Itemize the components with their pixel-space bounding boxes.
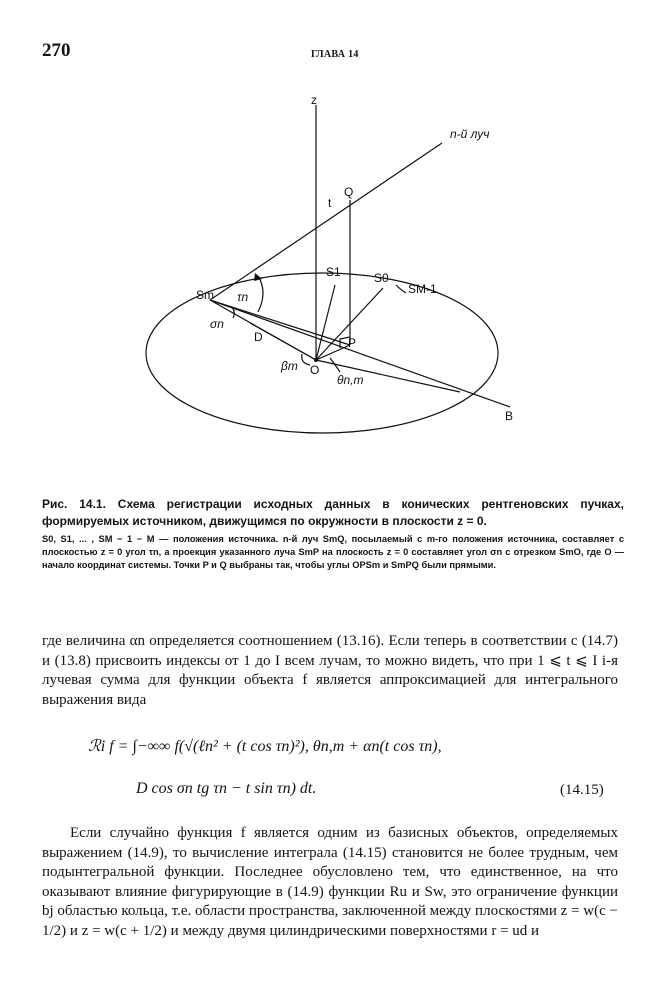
equation-line-2: D cos σn tg τn − t sin τn) dt.	[136, 780, 317, 797]
origin-point	[314, 358, 318, 362]
beta-label: βm	[281, 359, 298, 373]
sm-label: Sm	[196, 288, 214, 302]
tau-label: τn	[237, 290, 249, 304]
caption-title: Рис. 14.1. Схема регистрации исходных данных в конических рентгеновских пучках, формируемых источником, движущимся по окружности в плоскости z = 0.	[42, 497, 624, 528]
page-number: 270	[42, 40, 71, 61]
paragraph-2: Если случайно функция f является одним из базисных объектов, определяемых выражением (14.9), то вычисление интеграла (14.15) становится не более трудным, чем подынтегральной функции. Последнее обусловлено тем, что единственное, на что оказывают влияние фигурирующие в (14.9) функции Ru и Sw, это ограничение функции bj областью кольца, т.е. области пространства, заключенной между плоскостями z = w(c − 1/2) и z = w(c + 1/2) и между двумя цилиндрическими поверхностями r = ud и	[42, 825, 618, 939]
tau-angle-arc	[258, 276, 263, 312]
equation-number: (14.15)	[560, 782, 604, 798]
sm1-label: SM-1	[408, 282, 437, 296]
paragraph-1: где величина αn определяется соотношением (13.16). Если теперь в соответствии с (14.7) и (13.8) присвоить индексы от 1 до I всем лучам, то можно видеть, что при 1 ⩽ t ⩽ I i-я лучевая сумма для функции объекта f является аппроксимацией для интегрального выражения вида	[42, 633, 618, 708]
q-label: Q	[344, 185, 354, 199]
s0-tick-arc	[396, 285, 406, 293]
ray-label: n-й луч	[450, 127, 490, 141]
o-s1-line	[316, 285, 335, 360]
p-label: P	[348, 336, 357, 350]
b-label: B	[505, 409, 514, 423]
chapter-header: ГЛАВА 14	[311, 49, 359, 60]
z-axis-label: z	[311, 93, 317, 107]
caption-body: S0, S1, ... , SM − 1 − M — положения источника. n-й луч SmQ, посылаемый с m-го положения источника, составляет с плоскостью z = 0 угол τn, а проекция указанного луча SmP на плоскость z = 0 составляет угол σn с отрезком SmO, где O — начало координат системы. Точки P и Q выбраны так, чтобы углы OPSm и SmPQ были прямыми.	[42, 534, 624, 570]
theta-label: θn,m	[337, 373, 364, 387]
sigma-label: σn	[210, 317, 224, 331]
tau-arrowhead	[254, 273, 262, 281]
equation-line-1: ℛi f = ∫−∞∞ f(√(ℓn² + (t cos τn)²), θn,m + αn(t cos τn),	[88, 738, 442, 755]
sm-b-line	[210, 300, 510, 407]
s0-label: S0	[374, 271, 389, 285]
o-label: O	[310, 363, 320, 377]
figure-caption	[42, 496, 624, 572]
o-p-line	[316, 345, 350, 360]
d-label: D	[254, 330, 263, 344]
t-label: t	[328, 196, 332, 210]
s1-label: S1	[326, 265, 341, 279]
